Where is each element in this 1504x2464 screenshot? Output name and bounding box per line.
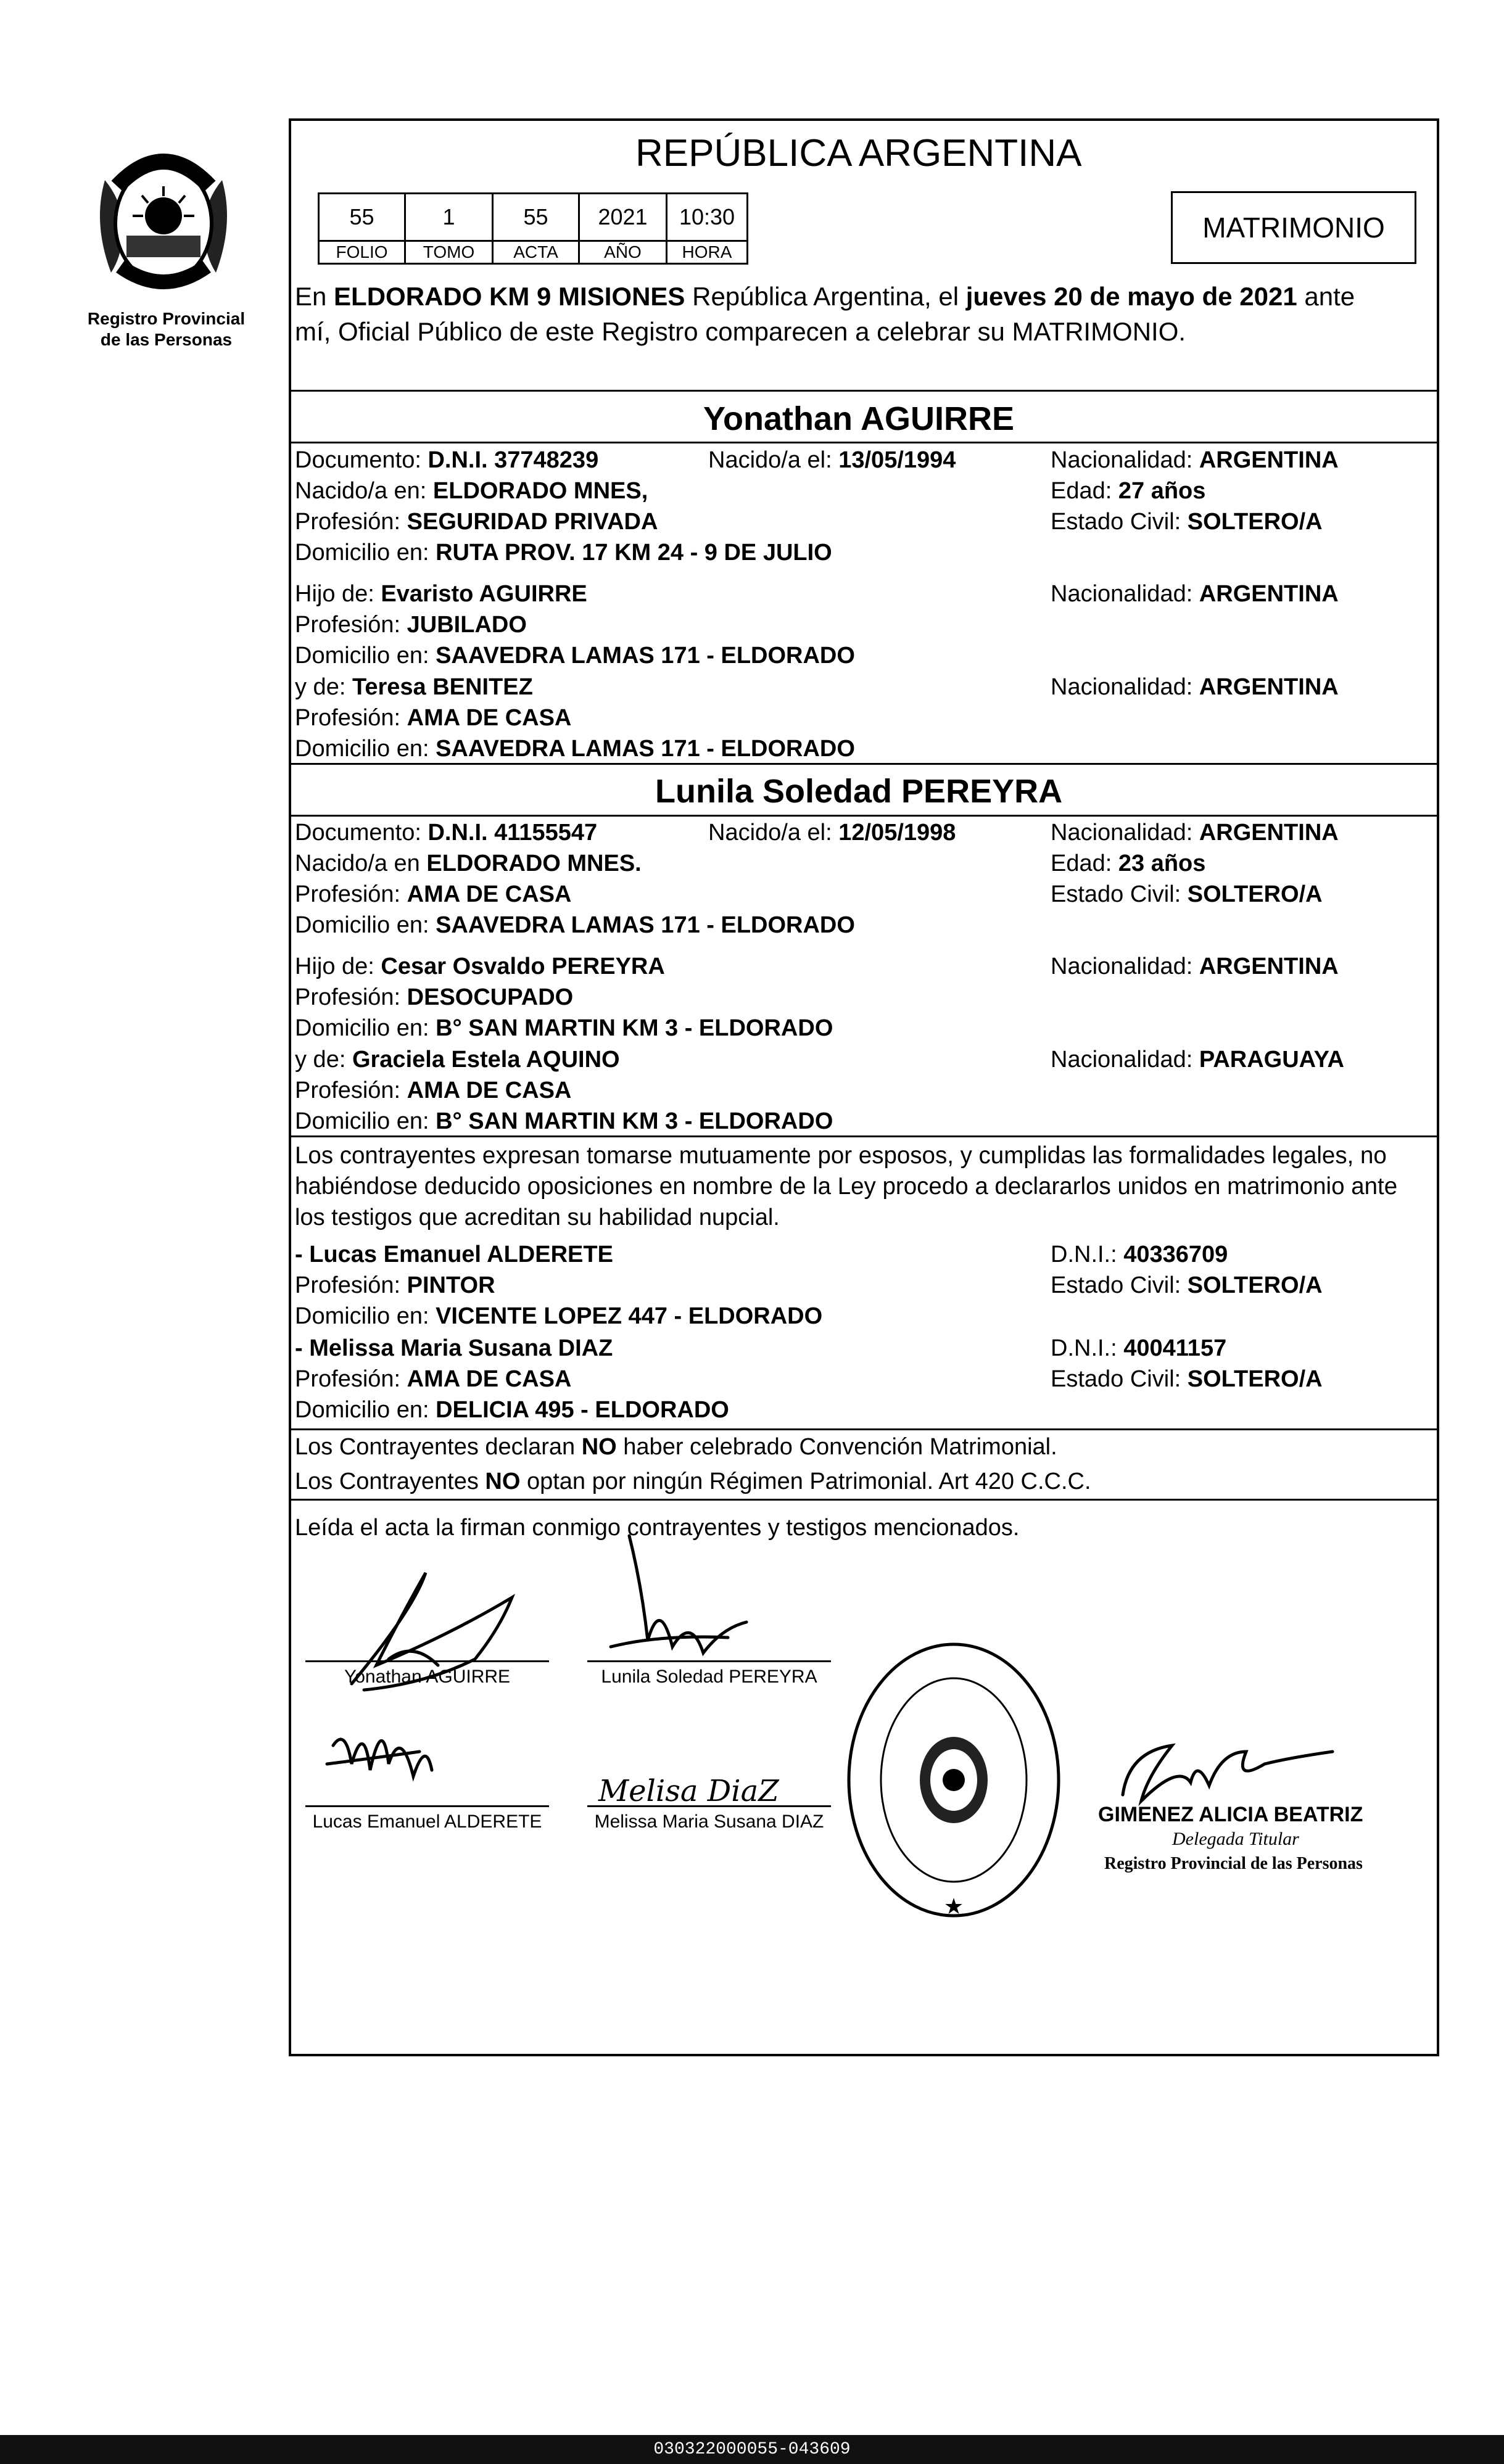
declaration-line-2: habiéndose deducido oposiciones en nombre de la Ley procedo a declararlos unidos en matrimonio ante: [295, 1173, 1398, 1200]
divider: [289, 1499, 1439, 1501]
bride-father-address: Domicilio en: B° SAN MARTIN KM 3 - ELDORADO: [295, 1015, 833, 1041]
hour-value: 10:30: [666, 192, 748, 242]
signature-line: [305, 1805, 549, 1807]
folio-label: FOLIO: [318, 240, 406, 265]
divider: [289, 1135, 1439, 1137]
signature-line: [587, 1805, 831, 1807]
witness-2-handwriting: Melisa DiaZ: [598, 1774, 779, 1808]
witness-2-name: - Melissa Maria Susana DIAZ: [295, 1335, 613, 1361]
bride-profession: Profesión: AMA DE CASA: [295, 881, 572, 907]
groom-civil-status: Estado Civil: SOLTERO/A: [1051, 509, 1323, 535]
groom-father-profession: Profesión: JUBILADO: [295, 612, 527, 638]
witness-2-address: Domicilio en: DELICIA 495 - ELDORADO: [295, 1397, 729, 1423]
logo-line-2: de las Personas: [100, 330, 233, 349]
groom-profession: Profesión: SEGURIDAD PRIVADA: [295, 509, 658, 535]
official-role: Delegada Titular: [1172, 1829, 1299, 1849]
bride-address: Domicilio en: SAAVEDRA LAMAS 171 - ELDORADO: [295, 912, 855, 938]
bride-document: Documento: D.N.I. 41155547: [295, 820, 598, 846]
witness-1-address: Domicilio en: VICENTE LOPEZ 447 - ELDORADO: [295, 1303, 823, 1329]
bride-birthplace: Nacido/a en ELDORADO MNES.: [295, 851, 642, 876]
tomo-label: TOMO: [404, 240, 494, 265]
declaration-line-3: los testigos que acreditan su habilidad nupcial.: [295, 1205, 780, 1230]
groom-mother-profession: Profesión: AMA DE CASA: [295, 705, 572, 731]
signature-line: [305, 1660, 549, 1662]
official-name: GIMENEZ ALICIA BEATRIZ: [1098, 1803, 1363, 1826]
bride-father-nationality: Nacionalidad: ARGENTINA: [1051, 954, 1339, 979]
convention-line-2: Los Contrayentes NO optan por ningún Régimen Patrimonial. Art 420 C.C.C.: [295, 1469, 1091, 1494]
official-office: Registro Provincial de las Personas: [1104, 1854, 1363, 1873]
hour-label: HORA: [666, 240, 748, 265]
witness-2-profession: Profesión: AMA DE CASA: [295, 1366, 572, 1392]
folio-value: 55: [318, 192, 406, 242]
signature-label-bride: Lunila Soledad PEREYRA: [601, 1667, 817, 1687]
groom-father-nationality: Nacionalidad: ARGENTINA: [1051, 581, 1339, 607]
groom-mother: y de: Teresa BENITEZ: [295, 674, 533, 700]
year-value: 2021: [578, 192, 667, 242]
registry-stamp: [843, 1638, 1065, 1922]
intro-line-2: mí, Oficial Público de este Registro comparecen a celebrar su MATRIMONIO.: [295, 317, 1186, 346]
footer-code: 030322000055-043609: [653, 2440, 851, 2459]
divider: [289, 1428, 1439, 1430]
divider: [289, 815, 1439, 817]
acta-label: ACTA: [492, 240, 580, 265]
signature-label-groom: Yonathan AGUIRRE: [344, 1667, 511, 1687]
groom-father-address: Domicilio en: SAAVEDRA LAMAS 171 - ELDORADO: [295, 643, 855, 669]
groom-mother-nationality: Nacionalidad: ARGENTINA: [1051, 674, 1339, 700]
bride-mother-address: Domicilio en: B° SAN MARTIN KM 3 - ELDORADO: [295, 1108, 833, 1134]
groom-mother-address: Domicilio en: SAAVEDRA LAMAS 171 - ELDORADO: [295, 736, 855, 762]
closing-text: Leída el acta la firman conmigo contrayentes y testigos mencionados.: [295, 1515, 1020, 1541]
bride-father: Hijo de: Cesar Osvaldo PEREYRA: [295, 954, 665, 979]
year-label: AÑO: [578, 240, 667, 265]
tomo-value: 1: [404, 192, 494, 242]
bride-mother-nationality: Nacionalidad: PARAGUAYA: [1051, 1047, 1344, 1073]
witness-1-profession: Profesión: PINTOR: [295, 1272, 495, 1298]
signature-label-witness-2: Melissa Maria Susana DIAZ: [594, 1811, 824, 1832]
divider: [289, 442, 1439, 443]
witness-1-dni: D.N.I.: 40336709: [1051, 1242, 1228, 1267]
bride-age: Edad: 23 años: [1051, 851, 1206, 876]
registry-logo: [86, 143, 241, 303]
witness-1-civil-status: Estado Civil: SOLTERO/A: [1051, 1272, 1323, 1298]
signature-line: [587, 1660, 831, 1662]
bride-name: Lunila Soledad PEREYRA: [655, 773, 1063, 810]
groom-age: Edad: 27 años: [1051, 478, 1206, 504]
intro-line-1: En ELDORADO KM 9 MISIONES República Argentina, el jueves 20 de mayo de 2021 ante: [295, 282, 1355, 311]
signature-label-witness-1: Lucas Emanuel ALDERETE: [312, 1811, 542, 1832]
footer-code-bar: [0, 2435, 1504, 2464]
groom-birthdate: Nacido/a el: 13/05/1994: [708, 447, 956, 473]
page-title: REPÚBLICA ARGENTINA: [635, 132, 1082, 175]
bride-nationality: Nacionalidad: ARGENTINA: [1051, 820, 1339, 846]
bride-father-profession: Profesión: DESOCUPADO: [295, 984, 574, 1010]
groom-nationality: Nacionalidad: ARGENTINA: [1051, 447, 1339, 473]
bride-mother: y de: Graciela Estela AQUINO: [295, 1047, 620, 1073]
doc-type-box: MATRIMONIO: [1171, 191, 1416, 264]
misiones-seal-icon: [86, 143, 241, 303]
declaration-line-1: Los contrayentes expresan tomarse mutuamente por esposos, y cumplidas las formalidades legales, no: [295, 1142, 1387, 1169]
groom-birthplace: Nacido/a en: ELDORADO MNES,: [295, 478, 648, 504]
groom-name: Yonathan AGUIRRE: [703, 400, 1015, 437]
groom-father: Hijo de: Evaristo AGUIRRE: [295, 581, 587, 607]
svg-text:★: ★: [943, 1894, 964, 1919]
bride-civil-status: Estado Civil: SOLTERO/A: [1051, 881, 1323, 907]
witness-1-name: - Lucas Emanuel ALDERETE: [295, 1242, 613, 1267]
oval-stamp-icon: [843, 1638, 1065, 1922]
witness-2-dni: D.N.I.: 40041157: [1051, 1335, 1227, 1361]
divider: [289, 763, 1439, 765]
bride-birthdate: Nacido/a el: 12/05/1998: [708, 820, 956, 846]
logo-line-1: Registro Provincial: [87, 309, 246, 328]
acta-value: 55: [492, 192, 580, 242]
divider: [289, 390, 1439, 392]
groom-address: Domicilio en: RUTA PROV. 17 KM 24 - 9 DE JULIO: [295, 540, 832, 566]
witness-2-civil-status: Estado Civil: SOLTERO/A: [1051, 1366, 1323, 1392]
bride-mother-profession: Profesión: AMA DE CASA: [295, 1077, 572, 1103]
groom-document: Documento: D.N.I. 37748239: [295, 447, 599, 473]
convention-line-1: Los Contrayentes declaran NO haber celebrado Convención Matrimonial.: [295, 1434, 1057, 1460]
